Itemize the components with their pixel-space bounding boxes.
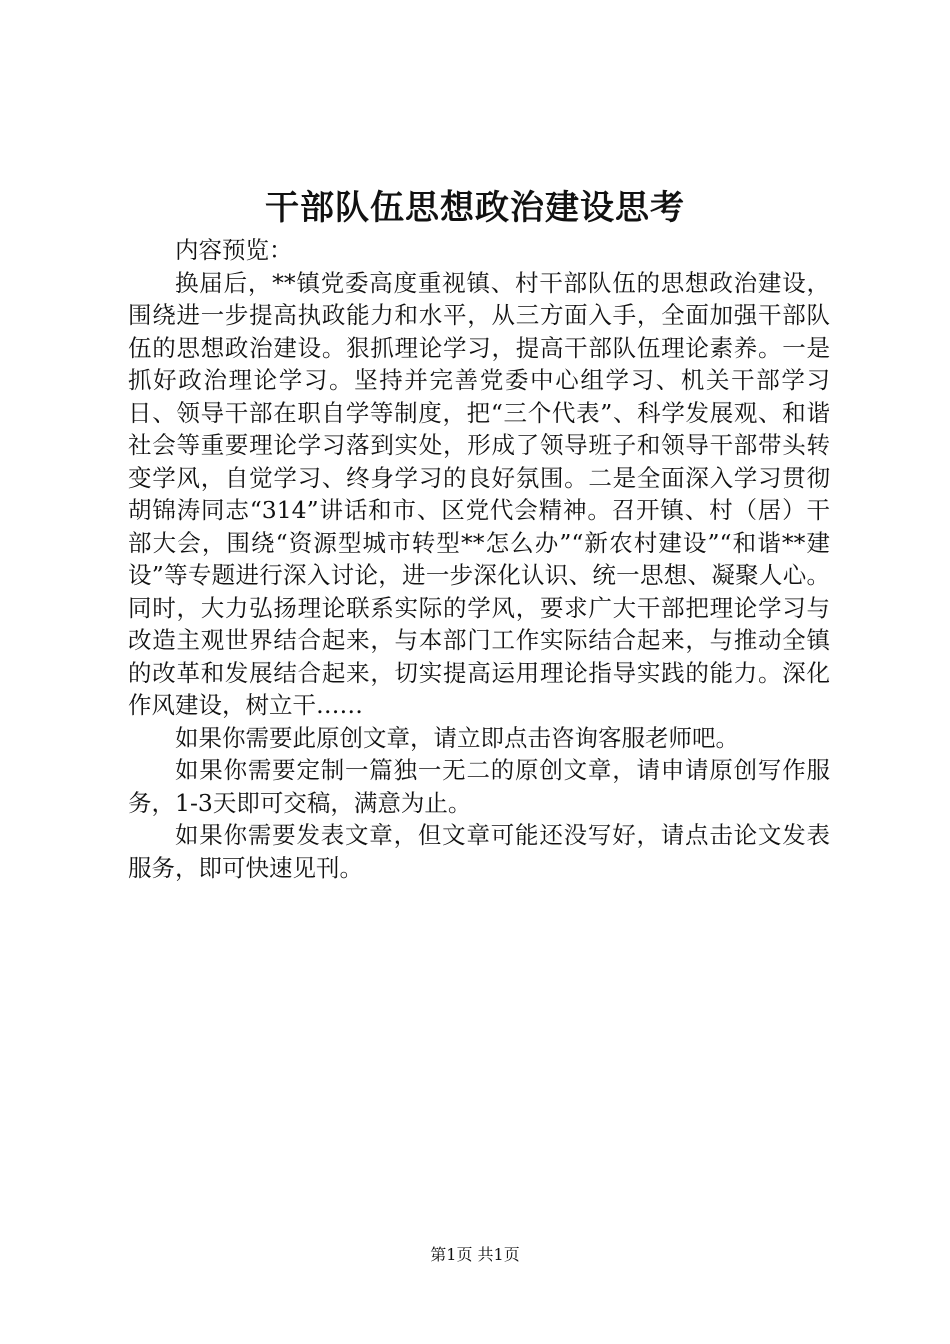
document-title: 干部队伍思想政治建设思考 <box>265 188 685 228</box>
preview-label: 内容预览： <box>175 236 293 264</box>
custom-writing-paragraph: 如果你需要定制一篇独一无二的原创文章，请申请原创写作服务，1-3天即可交稿，满意为止。 <box>128 756 830 817</box>
preview-paragraph: 换届后，**镇党委高度重视镇、村干部队伍的思想政治建设，围绕进一步提高执政能力和水平，从三方面入手，全面加强干部队伍的思想政治建设。狠抓理论学习，提高干部队伍理论素养。一是抓好政治理论学习。坚持并完善党委中心组学习、机关干部学习日、领导干部在职自学等制度，把“三个代表”、科学发展观、和谐社会等重要理论学习落到实处，形成了领导班子和领导干部带头转变学风，自觉学习、终身学习的良好氛围。二是全面深入学习贯彻胡锦涛同志“314”讲话和市、区党代会精神。召开镇、村（居）干部大会，围绕“资源型城市转型**怎么办”“新农村建设”“和谐**建设”等专题进行深入讨论，进一步深化认识、统一思想、凝聚人心。同时，大力弘扬理论联系实际的学风，要求广大干部把理论学习与改造主观世界结合起来，与本部门工作实际结合起来，与推动全镇的改革和发展结合起来，切实提高运用理论指导实践的能力。深化作风建设，树立干…… <box>128 268 830 719</box>
page-number-footer: 第1页 共1页 <box>430 1245 520 1264</box>
document-body <box>128 234 830 884</box>
consult-paragraph: 如果你需要此原创文章，请立即点击咨询客服老师吧。 <box>175 723 739 752</box>
publish-paragraph: 如果你需要发表文章，但文章可能还没写好，请点击论文发表服务，即可快速见刊。 <box>128 821 830 882</box>
